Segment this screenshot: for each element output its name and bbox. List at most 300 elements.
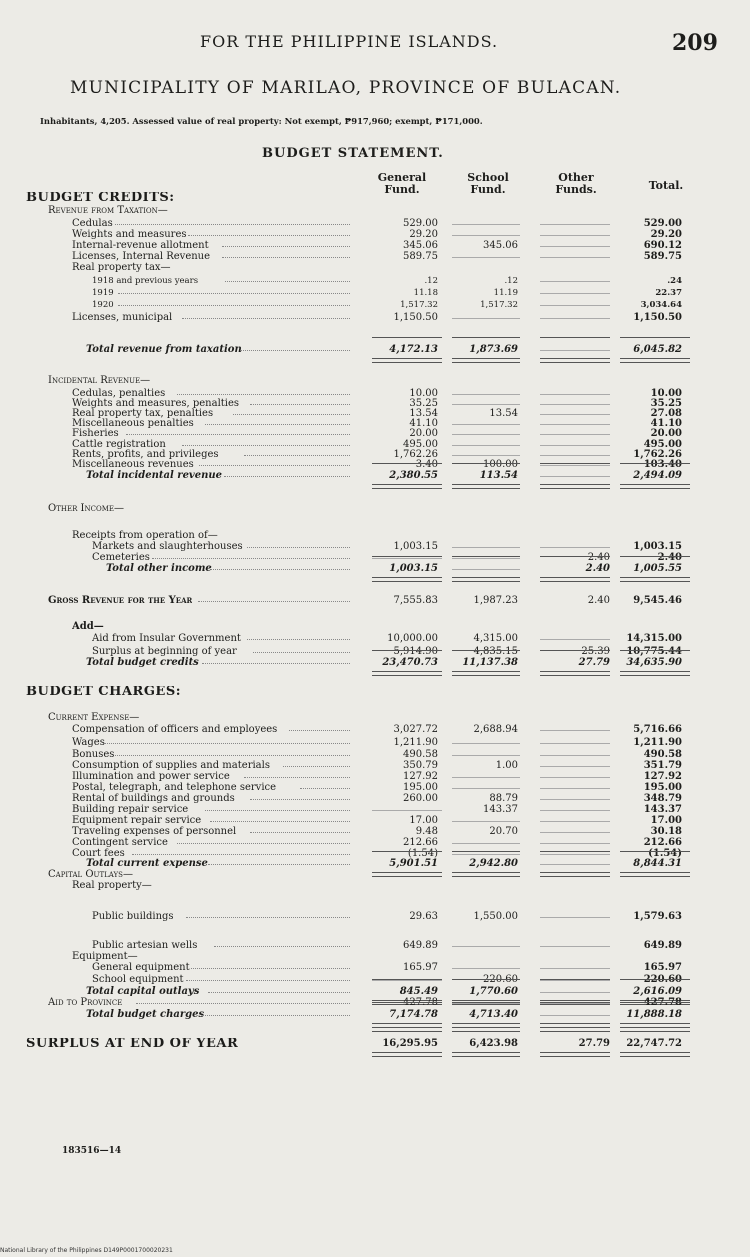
table-row	[0, 712, 750, 724]
total-rule	[372, 671, 442, 676]
cell-general: 10,000.00	[387, 633, 438, 644]
cell-general: 13.54	[409, 408, 438, 419]
leader-dots	[247, 541, 350, 548]
leader-dots	[199, 459, 350, 466]
subtotal-rule	[452, 556, 520, 557]
total-rule	[452, 484, 520, 489]
empty-cell-rule	[452, 782, 520, 789]
table-row	[0, 974, 750, 986]
leader-dots	[104, 737, 350, 744]
subtotal-rule	[540, 556, 610, 557]
cell-total: 1,579.63	[633, 911, 682, 922]
subtotal-rule	[372, 463, 442, 464]
subtotal-rule	[452, 851, 520, 852]
subtotal-rule	[372, 1002, 442, 1003]
empty-cell-rule	[540, 470, 610, 477]
subtotal-rule	[372, 556, 442, 557]
empty-cell-rule	[540, 251, 610, 258]
empty-cell-rule	[540, 439, 610, 446]
subtotal-rule	[452, 650, 520, 651]
empty-cell-rule	[452, 940, 520, 947]
empty-cell-rule	[452, 218, 520, 225]
table-row	[0, 299, 750, 311]
cell-general: 29.20	[409, 229, 438, 240]
subtotal-rule	[540, 463, 610, 464]
cell-general: 10.00	[409, 388, 438, 399]
cell-total: 2,494.09	[633, 470, 682, 481]
empty-cell-rule	[452, 251, 520, 258]
empty-cell-rule	[540, 449, 610, 456]
column-header-school: School Fund.	[467, 171, 509, 196]
total-rule	[620, 1023, 690, 1028]
row-label: Compensation of officers and employees	[72, 724, 278, 735]
cell-total: 22,747.72	[626, 1038, 682, 1049]
leader-dots	[182, 312, 350, 319]
cell-general: 165.97	[403, 962, 438, 973]
table-row	[0, 657, 750, 669]
row-label: Current Expense—	[48, 712, 140, 723]
row-label: Consumption of supplies and materials	[72, 760, 270, 771]
row-label: Total other income	[106, 563, 212, 574]
row-label: Internal-revenue allotment	[72, 240, 209, 251]
leader-dots	[205, 418, 350, 425]
leader-dots	[224, 470, 350, 477]
row-label: Rental of buildings and grounds	[72, 793, 235, 804]
empty-cell-rule	[540, 275, 610, 282]
total-rule	[540, 577, 610, 582]
cell-general: 7,555.83	[393, 595, 438, 606]
cell-general: 20.00	[409, 428, 438, 439]
row-label: Weights and measures, penalties	[72, 398, 240, 409]
empty-cell-rule	[540, 837, 610, 844]
row-label: Contingent service	[72, 837, 168, 848]
cell-total: 649.89	[643, 940, 682, 951]
empty-cell-rule	[452, 771, 520, 778]
cell-school: 1,770.60	[469, 986, 518, 997]
cell-general: 11.18	[413, 288, 438, 298]
leader-dots	[250, 398, 350, 405]
cell-general: 490.58	[403, 749, 438, 760]
page-number: 209	[672, 30, 718, 56]
row-label: Real property—	[72, 880, 152, 891]
row-label: Total capital outlays	[86, 986, 200, 997]
leader-dots	[289, 724, 350, 731]
cell-other: 2.40	[587, 552, 610, 563]
empty-cell-rule	[540, 940, 610, 947]
total-rule	[620, 577, 690, 582]
total-rule	[540, 484, 610, 489]
running-head: FOR THE PHILIPPINE ISLANDS.	[200, 32, 499, 51]
cell-total: 14,315.00	[626, 633, 682, 644]
cell-general: 427.78	[403, 997, 438, 1008]
leader-dots	[177, 837, 350, 844]
row-label: Total current expense	[86, 858, 208, 869]
cell-general: 350.79	[403, 760, 438, 771]
leader-dots	[250, 793, 350, 800]
empty-cell-rule	[452, 388, 520, 395]
leader-dots	[126, 428, 350, 435]
cell-general: 17.00	[409, 815, 438, 826]
row-label: 1918 and previous years	[92, 276, 199, 286]
row-label: Public buildings	[92, 911, 174, 922]
cell-total: 29.20	[650, 229, 682, 240]
row-label: Cattle registration	[72, 439, 166, 450]
subtotal-rule	[372, 337, 442, 338]
empty-cell-rule	[540, 815, 610, 822]
cell-total: 351.79	[643, 760, 682, 771]
leader-dots	[244, 449, 350, 456]
total-rule	[452, 358, 520, 363]
cell-total: 2,616.09	[633, 986, 682, 997]
empty-cell-rule	[540, 388, 610, 395]
leader-dots	[300, 782, 350, 789]
empty-cell-rule	[540, 737, 610, 744]
cell-total: 103.40	[643, 459, 682, 470]
empty-cell-rule	[540, 771, 610, 778]
cell-general: 5,914.90	[393, 646, 438, 657]
cell-total: 9,545.46	[633, 595, 682, 606]
total-rule	[620, 1052, 690, 1057]
empty-cell-rule	[452, 541, 520, 548]
cell-total: 34,635.90	[626, 657, 682, 668]
row-label: Capital Outlays—	[48, 869, 133, 880]
table-row	[0, 262, 750, 274]
cell-school: 113.54	[479, 470, 518, 481]
total-rule	[372, 358, 442, 363]
row-label: Cedulas	[72, 218, 113, 229]
leader-dots	[247, 633, 350, 640]
empty-cell-rule	[372, 804, 442, 811]
total-rule	[372, 1052, 442, 1057]
cell-general: 1,003.15	[393, 541, 438, 552]
subtotal-rule	[540, 851, 610, 852]
subtotal-rule	[540, 1031, 610, 1032]
row-label: BUDGET CHARGES:	[26, 686, 182, 698]
leader-dots	[253, 646, 350, 653]
cell-total: 3,034.64	[640, 300, 682, 310]
cell-total: 10.00	[650, 388, 682, 399]
row-label: Total incidental revenue	[86, 470, 223, 481]
row-label: Add—	[72, 621, 104, 632]
table-row	[0, 595, 750, 607]
cell-total: 10,775.44	[626, 646, 682, 657]
empty-cell-rule	[452, 815, 520, 822]
cell-total: 41.10	[650, 418, 682, 429]
leader-dots	[152, 552, 350, 559]
cell-school: 6,423.98	[469, 1038, 518, 1049]
cell-general: 23,470.73	[382, 657, 438, 668]
table-row	[0, 686, 750, 701]
table-row	[0, 312, 750, 324]
table-row	[0, 563, 750, 575]
cell-total: 690.12	[643, 240, 682, 251]
row-label: 1919	[92, 288, 114, 298]
cell-school: 4,315.00	[473, 633, 518, 644]
row-label: Real property tax—	[72, 262, 171, 273]
print-code: 183516—14	[62, 1146, 122, 1156]
total-rule	[620, 671, 690, 676]
cell-total: 35.25	[650, 398, 682, 409]
leader-dots	[202, 1009, 350, 1016]
empty-cell-rule	[540, 398, 610, 405]
cell-total: 11,888.18	[626, 1009, 682, 1020]
subtotal-rule	[540, 1002, 610, 1003]
empty-cell-rule	[540, 408, 610, 415]
subtotal-rule	[452, 337, 520, 338]
subtotal-rule	[452, 1031, 520, 1032]
library-credit: National Library of the Philippines D149P0001700020231	[0, 1247, 173, 1254]
leader-dots	[186, 911, 350, 918]
cell-general: 35.25	[409, 398, 438, 409]
empty-cell-rule	[452, 737, 520, 744]
cell-school: 1.00	[495, 760, 518, 771]
row-label: Public artesian wells	[92, 940, 198, 951]
row-label: Gross Revenue for the Year	[48, 595, 193, 606]
table-row	[0, 997, 750, 1009]
cell-school: 13.54	[489, 408, 518, 419]
leader-dots	[205, 804, 350, 811]
cell-general: 1,003.15	[389, 563, 438, 574]
cell-total: 20.00	[650, 428, 682, 439]
cell-school: 1,873.69	[469, 344, 518, 355]
row-label: Total budget credits	[86, 657, 199, 668]
total-rule	[620, 358, 690, 363]
cell-school: 220.60	[483, 974, 518, 985]
subtotal-rule	[540, 650, 610, 651]
total-rule	[620, 484, 690, 489]
cell-total: 1,005.55	[633, 563, 682, 574]
row-label: Aid from Insular Government	[92, 633, 241, 644]
table-row	[0, 344, 750, 356]
row-label: Total budget charges	[86, 1009, 205, 1020]
subtotal-rule	[620, 1002, 690, 1003]
leader-dots	[188, 229, 350, 236]
row-label: Traveling expenses of personnel	[72, 826, 237, 837]
subtotal-rule	[620, 337, 690, 338]
empty-cell-rule	[452, 398, 520, 405]
empty-cell-rule	[540, 229, 610, 236]
leader-dots	[118, 287, 350, 294]
leader-dots	[136, 997, 350, 1004]
row-label: Building repair service	[72, 804, 189, 815]
cell-total: 2.40	[657, 552, 682, 563]
leader-dots	[115, 218, 350, 225]
cell-school: 4,835.15	[473, 646, 518, 657]
subtotal-rule	[540, 979, 610, 980]
leader-dots	[132, 848, 350, 855]
subtotal-rule	[452, 1002, 520, 1003]
cell-general: 16,295.95	[382, 1038, 438, 1049]
leader-dots	[115, 749, 350, 756]
empty-cell-rule	[540, 299, 610, 306]
empty-cell-rule	[540, 804, 610, 811]
cell-total: 529.00	[643, 218, 682, 229]
cell-total: 1,003.15	[633, 541, 682, 552]
total-rule	[452, 671, 520, 676]
leader-dots	[225, 275, 350, 282]
cell-total: 27.08	[650, 408, 682, 419]
cell-school: 345.06	[483, 240, 518, 251]
cell-general: 3.40	[415, 459, 438, 470]
table-row	[0, 1038, 750, 1053]
subtotal-rule	[620, 463, 690, 464]
cell-general: 2,380.55	[389, 470, 438, 481]
cell-school: 11.19	[493, 288, 518, 298]
empty-cell-rule	[540, 418, 610, 425]
cell-total: 8,844.31	[633, 858, 682, 869]
subtotal-rule	[620, 556, 690, 557]
empty-cell-rule	[452, 312, 520, 319]
cell-general: .12	[424, 276, 438, 286]
row-label: Rents, profits, and privileges	[72, 449, 219, 460]
leader-dots	[211, 563, 350, 570]
total-rule	[372, 484, 442, 489]
empty-cell-rule	[540, 826, 610, 833]
empty-cell-rule	[540, 240, 610, 247]
row-label: BUDGET CREDITS:	[26, 192, 175, 204]
cell-general: 1,762.26	[393, 449, 438, 460]
row-label: Total revenue from taxation	[86, 344, 242, 355]
subtotal-rule	[372, 650, 442, 651]
leader-dots	[233, 408, 350, 415]
leader-dots	[208, 986, 350, 993]
table-row	[0, 911, 750, 923]
total-rule	[540, 671, 610, 676]
total-rule	[540, 358, 610, 363]
empty-cell-rule	[452, 229, 520, 236]
row-label: Court fees	[72, 848, 125, 859]
row-label: Wages	[72, 737, 105, 748]
leader-dots	[222, 251, 350, 258]
empty-cell-rule	[452, 439, 520, 446]
row-label: Cedulas, penalties	[72, 388, 166, 399]
subtotal-rule	[452, 979, 520, 980]
table-row	[0, 962, 750, 974]
subtotal-rule	[620, 650, 690, 651]
cell-other: 2.40	[585, 563, 610, 574]
subtitle: Inhabitants, 4,205. Assessed value of real property: Not exempt, ₱917,960; exempt, ₱171,000.	[40, 116, 483, 126]
cell-total: 6,045.82	[633, 344, 682, 355]
cell-general: 260.00	[403, 793, 438, 804]
cell-school: 11,137.38	[462, 657, 518, 668]
leader-dots	[241, 344, 350, 351]
total-rule	[452, 577, 520, 582]
leader-dots	[244, 771, 350, 778]
cell-total: 165.97	[643, 962, 682, 973]
total-rule	[452, 1023, 520, 1028]
empty-cell-rule	[540, 344, 610, 351]
leader-dots	[208, 858, 350, 865]
total-rule	[540, 1023, 610, 1028]
table-row	[0, 880, 750, 892]
column-header-other: Other Funds.	[555, 171, 597, 196]
cell-school: 88.79	[489, 793, 518, 804]
cell-general: 649.89	[403, 940, 438, 951]
row-label: General equipment	[92, 962, 190, 973]
subtotal-rule	[620, 851, 690, 852]
cell-general: 1,211.90	[393, 737, 438, 748]
row-label: SURPLUS AT END OF YEAR	[26, 1038, 239, 1050]
column-header-general: General Fund.	[377, 171, 427, 196]
empty-cell-rule	[540, 218, 610, 225]
leader-dots	[177, 388, 350, 395]
cell-school: 1,550.00	[473, 911, 518, 922]
cell-total: 195.00	[643, 782, 682, 793]
empty-cell-rule	[540, 428, 610, 435]
cell-school: 2,688.94	[473, 724, 518, 735]
cell-general: 495.00	[403, 439, 438, 450]
cell-total: 1,762.26	[633, 449, 682, 460]
row-label: Weights and measures	[72, 229, 187, 240]
cell-total: 589.75	[643, 251, 682, 262]
row-label: Postal, telegraph, and telephone service	[72, 782, 277, 793]
row-label: Incidental Revenue—	[48, 375, 151, 386]
empty-cell-rule	[540, 541, 610, 548]
subtotal-rule	[620, 1031, 690, 1032]
empty-cell-rule	[452, 563, 520, 570]
cell-total: 220.60	[643, 974, 682, 985]
cell-general: 41.10	[409, 418, 438, 429]
cell-general: 29.63	[409, 911, 438, 922]
cell-general: 5,901.51	[389, 858, 438, 869]
leader-dots	[191, 962, 350, 969]
row-label: Licenses, Internal Revenue	[72, 251, 211, 262]
leader-dots	[198, 595, 350, 602]
table-row	[0, 633, 750, 645]
cell-school: 100.00	[483, 459, 518, 470]
subtotal-rule	[620, 979, 690, 980]
empty-cell-rule	[540, 986, 610, 993]
cell-general: 345.06	[403, 240, 438, 251]
table-row	[0, 621, 750, 633]
cell-general: 589.75	[403, 251, 438, 262]
row-label: Licenses, municipal	[72, 312, 173, 323]
row-label: Illumination and power service	[72, 771, 230, 782]
total-rule	[452, 1052, 520, 1057]
row-label: Miscellaneous penalties	[72, 418, 194, 429]
cell-general: 7,174.78	[389, 1009, 438, 1020]
cell-total: 1,211.90	[633, 737, 682, 748]
total-rule	[540, 1052, 610, 1057]
empty-cell-rule	[540, 633, 610, 640]
cell-other: 2.40	[587, 595, 610, 606]
leader-dots	[210, 815, 350, 822]
statement-heading: BUDGET STATEMENT.	[262, 146, 444, 161]
leader-dots	[186, 974, 350, 981]
empty-cell-rule	[540, 749, 610, 756]
cell-general: 212.66	[403, 837, 438, 848]
row-label: Bonuses	[72, 749, 115, 760]
empty-cell-rule	[452, 428, 520, 435]
empty-cell-rule	[540, 287, 610, 294]
cell-total: 1,150.50	[633, 312, 682, 323]
cell-total: 495.00	[643, 439, 682, 450]
row-label: Miscellaneous revenues	[72, 459, 194, 470]
subtotal-rule	[372, 979, 442, 980]
table-row	[0, 470, 750, 482]
empty-cell-rule	[452, 449, 520, 456]
empty-cell-rule	[452, 837, 520, 844]
total-rule	[372, 1023, 442, 1028]
cell-other: 27.79	[578, 1038, 610, 1049]
cell-school: 20.70	[489, 826, 518, 837]
cell-school: 1,517.32	[480, 300, 518, 310]
empty-cell-rule	[540, 858, 610, 865]
cell-general: 529.00	[403, 218, 438, 229]
empty-cell-rule	[540, 782, 610, 789]
subtotal-rule	[452, 463, 520, 464]
cell-school: 4,713.40	[469, 1009, 518, 1020]
